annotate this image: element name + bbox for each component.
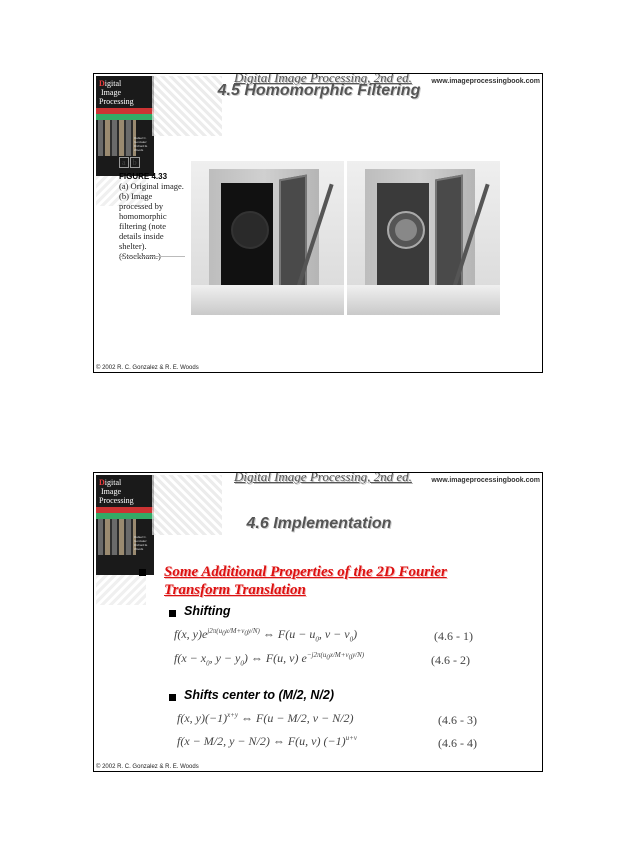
copyright: © 2002 R. C. Gonzalez & R. E. Woods bbox=[96, 764, 199, 770]
sub-bullet-shifting: Shifting bbox=[184, 604, 231, 618]
sub-bullet-shifts-center: Shifts center to (M/2, N/2) bbox=[184, 688, 335, 702]
equation-4-6-4: f(x − M/2, y − N/2) ⇔ F(u, v) $(-1)^{u+v}$ bbox=[177, 734, 357, 748]
figure-label: FIGURE 4.33 bbox=[119, 172, 168, 181]
copyright: © 2002 R. C. Gonzalez & R. E. Woods bbox=[96, 365, 199, 371]
slide-heading: 4.5 Homomorphic Filtering bbox=[217, 82, 421, 99]
book-title: Digital Image Processing, 2nd ed. bbox=[234, 73, 412, 85]
main-bullet: Some Additional Properties of the 2D Fourier Transform Translation bbox=[164, 564, 447, 598]
sub-bullet-square-icon bbox=[169, 610, 176, 617]
equation-4-6-3: f(x, $y)(-1)^{x+y}$ ⇔ F(u − M/2, v − N/2) bbox=[177, 711, 354, 725]
book-cover-image: Digital Image Processing Rafael C. Gonzalez Richard E. Woods bbox=[96, 475, 154, 575]
slide-homomorphic-filtering bbox=[93, 73, 543, 373]
figure-panel-labels: a b bbox=[119, 158, 141, 167]
equation-number: (4.6 - 1) bbox=[434, 629, 473, 643]
sub-bullet-square-icon bbox=[169, 694, 176, 701]
slide-implementation bbox=[93, 472, 543, 772]
photo-original bbox=[191, 161, 344, 315]
book-cover-image: Digital Image Processing Rafael C. Gonzalez Richard E. Woods bbox=[96, 76, 154, 176]
equation-number: (4.6 - 2) bbox=[431, 653, 470, 667]
photo-homomorphic-filtered bbox=[347, 161, 500, 315]
equation-4-6-2: $f(x - x_0$, $y - y_0$) ⇔ F(u, v) $e^{-j2\pi(u_0x/M+v_0y/N)}$ bbox=[174, 651, 365, 668]
book-title: Digital Image Processing, 2nd ed. bbox=[234, 472, 412, 484]
bullet-square-icon bbox=[139, 569, 146, 576]
slide-heading: 4.6 Implementation bbox=[246, 515, 392, 532]
equation-4-6-1: f(x, $y)e^{j2\pi(u_0x/M+v_0y/N)}$ ⇔ $F(u - u_0$, $v - v_0$) bbox=[174, 627, 358, 644]
website-url[interactable]: www.imageprocessingbook.com bbox=[431, 477, 540, 484]
figure-caption: (a) Original image. (b) Image processed by homomorphic filtering (note details inside shelter). (Stockham.) bbox=[119, 181, 184, 261]
caption-divider bbox=[119, 256, 185, 257]
equation-number: (4.6 - 4) bbox=[438, 736, 477, 750]
website-url[interactable]: www.imageprocessingbook.com bbox=[431, 78, 540, 85]
equation-number: (4.6 - 3) bbox=[438, 713, 477, 727]
